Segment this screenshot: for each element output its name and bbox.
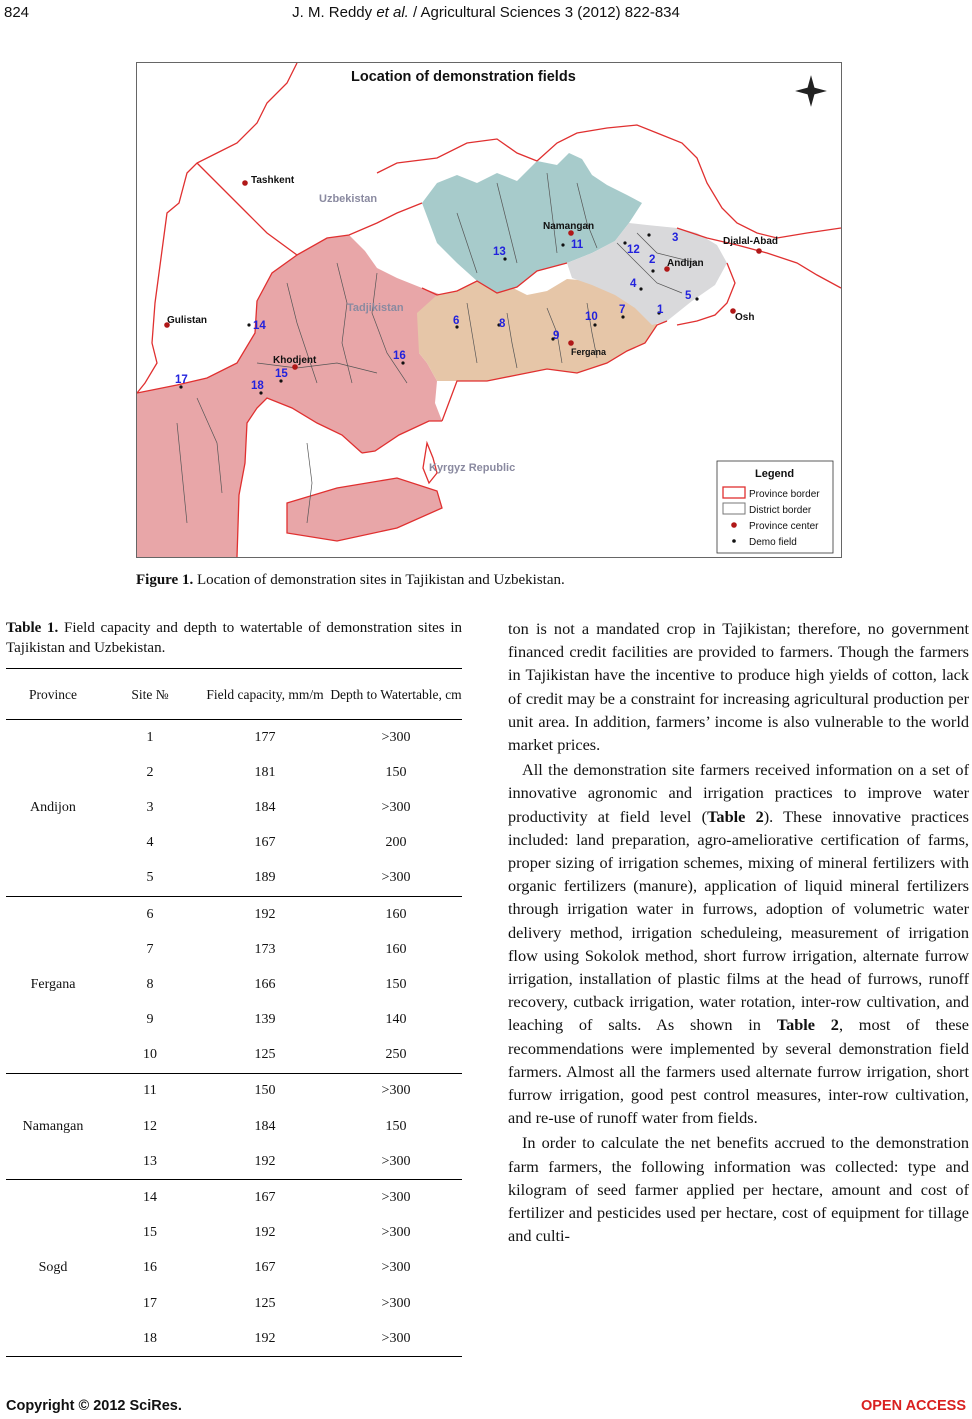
table-2-reference-link[interactable]: Table 2 xyxy=(707,806,764,826)
label-uzbekistan: Uzbekistan xyxy=(319,193,378,205)
depth-cell: 140 xyxy=(385,1012,407,1028)
marker-tashkent xyxy=(242,180,248,186)
capacity-cell: 192 xyxy=(254,1225,276,1241)
site-label-5: 5 xyxy=(685,290,692,302)
label-khodjent: Khodjent xyxy=(273,355,317,366)
running-head xyxy=(0,4,972,21)
site-cell: 5 xyxy=(100,861,200,897)
capacity-cell: 177 xyxy=(254,729,276,745)
map-title: Location of demonstration fields xyxy=(351,69,576,85)
depth-cell: >300 xyxy=(381,729,411,745)
depth-cell: 200 xyxy=(385,835,407,851)
capacity-cell: 166 xyxy=(254,976,276,992)
province-cell: Namangan xyxy=(6,1073,100,1180)
province-cell: Andijon xyxy=(6,720,100,897)
header-field-capacity: Field capacity, mm/m xyxy=(200,669,330,720)
table-caption xyxy=(6,618,462,658)
running-head-journal: / Agricultural Sciences 3 (2012) 822-834 xyxy=(413,4,680,21)
capacity-cell: 167 xyxy=(254,1260,276,1276)
table-row xyxy=(6,896,462,932)
paragraph-2 xyxy=(508,758,969,1129)
paragraph-1: ton is not a mandated crop in Tajikistan; therefore, no government financed credit facilities are provided to farmers. Though the farmers in Tajikistan have the incentive to produce high yields of cotton, lack of credit may be a constraint for increasing agricultural production per unit area. In addition, farmers’ income is also vulnerable to the world market prices. xyxy=(508,619,969,755)
province-cell: Sogd xyxy=(6,1180,100,1357)
site-cell: 13 xyxy=(100,1144,200,1180)
site-cell: 3 xyxy=(146,799,154,815)
site-label-12: 12 xyxy=(627,244,640,256)
depth-cell: >300 xyxy=(330,861,462,897)
table-row xyxy=(6,1180,462,1216)
site-cell: 15 xyxy=(143,1225,157,1241)
site-cell: 9 xyxy=(146,1012,154,1028)
site-cell: 10 xyxy=(100,1038,200,1074)
legend-province-border-swatch xyxy=(723,487,745,498)
site-cell: 7 xyxy=(146,941,154,957)
site-cell: 1 xyxy=(146,729,154,745)
label-andijan: Andijan xyxy=(667,258,704,269)
site-label-15: 15 xyxy=(275,368,288,380)
depth-cell: 150 xyxy=(385,764,407,780)
depth-cell: 250 xyxy=(330,1038,462,1074)
table-header-row xyxy=(6,669,462,720)
marker-fergana xyxy=(568,340,574,346)
label-osh: Osh xyxy=(735,312,755,323)
table-1 xyxy=(6,668,462,1357)
site-cell: 4 xyxy=(146,835,154,851)
capacity-cell: 139 xyxy=(254,1012,276,1028)
depth-cell: >300 xyxy=(381,1260,411,1276)
capacity-cell: 192 xyxy=(200,1144,330,1180)
site-label-2: 2 xyxy=(649,254,656,266)
legend-district-border-swatch xyxy=(723,503,745,514)
depth-cell: >300 xyxy=(381,1190,411,1206)
paragraph-2-part-a: All the demonstration site farmers received information on a set of innovative agronomic and irrigation practices to improve water productivity at field level ( xyxy=(508,760,969,826)
site-label-16: 16 xyxy=(393,350,406,362)
legend-province-center-swatch xyxy=(731,522,737,528)
table-caption-label: Table 1. xyxy=(6,620,59,636)
depth-cell: >300 xyxy=(381,1295,411,1311)
capacity-cell: 181 xyxy=(254,764,276,780)
label-fergana: Fergana xyxy=(571,347,607,357)
capacity-cell: 167 xyxy=(254,1190,276,1206)
site-label-10: 10 xyxy=(585,311,598,323)
capacity-cell: 184 xyxy=(254,799,276,815)
label-gulistan: Gulistan xyxy=(167,315,208,326)
site-label-18: 18 xyxy=(251,380,264,392)
figure-caption-label: Figure 1. xyxy=(136,572,194,588)
header-depth: Depth to Watertable, cm xyxy=(330,669,462,720)
table-2-reference-link[interactable]: Table 2 xyxy=(776,1015,839,1035)
capacity-cell: 173 xyxy=(254,941,276,957)
paragraph-2-part-c: , most of these recommendations were implemented by several demonstration field farmers. Almost all the farmers used alternate furrow irrigation, short furrow irrigation, good pest control measures, inter-row cultivation, and re-use of runoff water from fields. xyxy=(508,1015,969,1128)
table-caption-text: Field capacity and depth to watertable of demonstration sites in Tajikistan and Uzbekistan. xyxy=(6,620,463,656)
capacity-cell: 167 xyxy=(254,835,276,851)
running-head-authors: J. M. Reddy xyxy=(292,4,373,21)
capacity-cell: 184 xyxy=(254,1118,276,1134)
figure-map xyxy=(136,62,842,558)
legend-province-border: Province border xyxy=(749,489,820,500)
compass-icon xyxy=(797,77,825,105)
site-cell: 2 xyxy=(146,764,154,780)
marker-djalal-abad xyxy=(756,248,762,254)
site-label-8: 8 xyxy=(499,318,506,330)
legend-province-center: Province center xyxy=(749,521,819,532)
site-cell: 8 xyxy=(146,976,154,992)
table-row xyxy=(6,1073,462,1109)
label-kyrgyz: Kyrgyz Republic xyxy=(429,462,516,474)
site-label-6: 6 xyxy=(453,315,460,327)
site-label-13: 13 xyxy=(493,246,506,258)
label-namangan: Namangan xyxy=(543,221,595,232)
depth-cell: 150 xyxy=(385,1118,407,1134)
map-legend xyxy=(717,461,833,553)
site-cell: 16 xyxy=(143,1260,157,1276)
depth-cell: >300 xyxy=(381,1225,411,1241)
label-tashkent: Tashkent xyxy=(251,175,295,186)
site-label-11: 11 xyxy=(571,239,584,251)
depth-cell: >300 xyxy=(330,1321,462,1357)
body-text-column xyxy=(508,617,969,1247)
footer-open-access: OPEN ACCESS xyxy=(860,1398,966,1414)
label-tajikistan: Tadjikistan xyxy=(347,302,404,314)
map-svg xyxy=(137,63,841,557)
capacity-cell: 192 xyxy=(254,906,276,922)
site-label-17: 17 xyxy=(175,374,188,386)
depth-cell: >300 xyxy=(330,1144,462,1180)
running-head-etal: et al. xyxy=(376,4,409,21)
site-cell: 17 xyxy=(143,1295,157,1311)
capacity-cell: 125 xyxy=(200,1038,330,1074)
depth-cell: >300 xyxy=(381,799,411,815)
legend-title: Legend xyxy=(755,468,795,480)
header-province: Province xyxy=(6,669,100,720)
capacity-cell: 125 xyxy=(254,1295,276,1311)
site-label-14: 14 xyxy=(253,320,266,332)
site-label-7: 7 xyxy=(619,304,626,316)
table-row xyxy=(6,720,462,756)
paragraph-2-part-b: ). These innovative practices included: land preparation, agro-ameliorative certification of farms, proper sizing of irrigation schemes, mixing of mineral fertilizers with organic fertilizers (manure), application of liquid mineral fertilizers through irrigation water in furrows, adoption of volumetric water delivery method, irrigation scheduleing, measurement of irrigation flow using Sokolok method, short furrow irrigation, alternate furrow irrigation, installation of plastic films at the head of furrows, runoff recovery, cutback irrigation, water rotation, inter-row cultivation, and leaching of salts. As shown in xyxy=(508,806,969,1035)
site-cell: 6 xyxy=(146,906,154,922)
depth-cell: >300 xyxy=(381,1083,411,1099)
legend-demo-field: Demo field xyxy=(749,537,797,548)
province-cell: Fergana xyxy=(6,896,100,1073)
legend-district-border: District border xyxy=(749,505,812,516)
footer-copyright: Copyright © 2012 SciRes. xyxy=(6,1398,182,1414)
site-label-4: 4 xyxy=(630,278,637,290)
depth-cell: 160 xyxy=(385,941,407,957)
site-label-9: 9 xyxy=(553,330,560,342)
tajikistan-south xyxy=(287,478,442,541)
site-label-3: 3 xyxy=(672,232,679,244)
legend-demo-field-swatch xyxy=(732,539,736,543)
capacity-cell: 150 xyxy=(254,1083,276,1099)
site-cell: 11 xyxy=(143,1083,157,1099)
page-number: 824 xyxy=(4,4,30,21)
figure-caption xyxy=(136,572,565,589)
capacity-cell: 192 xyxy=(200,1321,330,1357)
capacity-cell: 189 xyxy=(200,861,330,897)
depth-cell: 160 xyxy=(385,906,407,922)
site-cell: 12 xyxy=(143,1118,157,1134)
figure-caption-text: Location of demonstration sites in Tajikistan and Uzbekistan. xyxy=(196,572,565,588)
depth-cell: 150 xyxy=(385,976,407,992)
site-label-1: 1 xyxy=(657,304,664,316)
site-cell: 18 xyxy=(100,1321,200,1357)
paragraph-3: In order to calculate the net benefits accrued to the demonstration farm farmers, the following information was collected: type and kilogram of seed farmer applied per hectare, amount and cost of fertilizer and pesticides used per hectare, cost of equipment for tillage and culti- xyxy=(508,1133,969,1246)
label-djalal-abad: Djalal-Abad xyxy=(723,236,779,247)
site-cell: 14 xyxy=(143,1190,157,1206)
header-site: Site № xyxy=(100,669,200,720)
